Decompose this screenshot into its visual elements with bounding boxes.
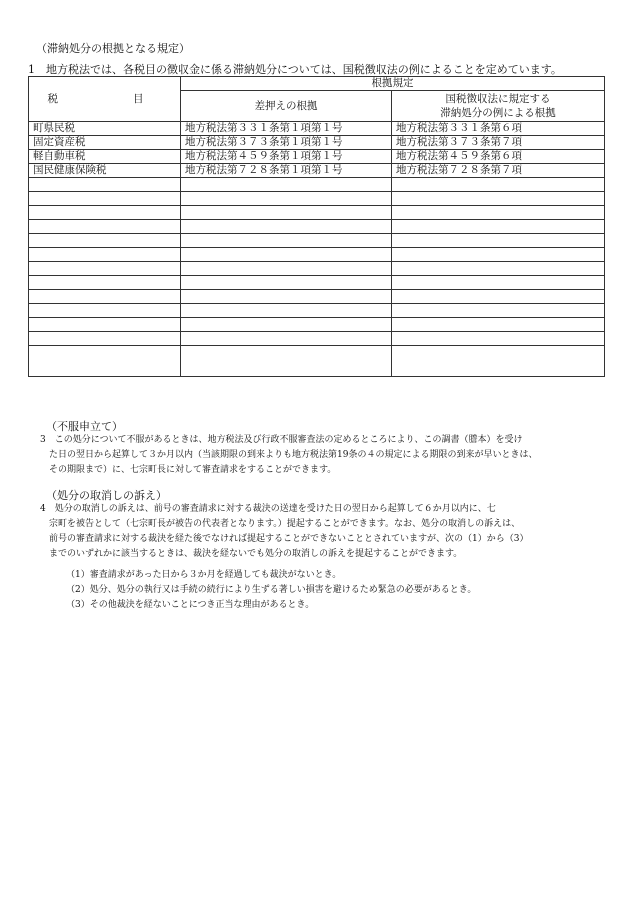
- empty-row: [29, 318, 605, 332]
- revocation-items: [66, 568, 476, 613]
- revocation-line: 4 処分の取消しの訴えは、前号の審査請求に対する裁決の送達を受けた日の翌日から起算して６か月以内に、七: [40, 504, 496, 514]
- objection-text: [40, 433, 537, 478]
- cell-seizure: 地方税法第３７３条第１項第１号: [181, 136, 392, 150]
- header-seizure-basis: 差押えの根拠: [181, 91, 392, 122]
- list-item: （1）審査請求があった日から３か月を経過しても裁決がないとき。: [66, 570, 342, 580]
- empty-row: [29, 346, 605, 377]
- cell-seizure: 地方税法第４５９条第１項第１号: [181, 150, 392, 164]
- header-national-line2: 滞納処分の例による根拠: [440, 107, 556, 119]
- objection-line: その期限まで）に、七宗町長に対して審査請求をすることができます。: [49, 465, 337, 475]
- revocation-text: [40, 502, 528, 562]
- revocation-title: （処分の取消しの訴え）: [46, 489, 167, 502]
- empty-row: [29, 332, 605, 346]
- objection-title: （不服申立て）: [46, 420, 123, 433]
- empty-row: [29, 234, 605, 248]
- empty-row: [29, 304, 605, 318]
- empty-row: [29, 290, 605, 304]
- cell-national: 地方税法第４５９条第６項: [392, 150, 605, 164]
- cell-national: 地方税法第７２８条第７項: [392, 164, 605, 178]
- empty-row: [29, 276, 605, 290]
- table-row: [29, 164, 605, 178]
- cell-seizure: 地方税法第３３１条第１項第１号: [181, 122, 392, 136]
- empty-row: [29, 248, 605, 262]
- list-item: （3）その他裁決を経ないことにつき正当な理由があるとき。: [66, 600, 315, 610]
- table-row: [29, 136, 605, 150]
- cell-national: 地方税法第３７３条第７項: [392, 136, 605, 150]
- cell-national: 地方税法第３３１条第６項: [392, 122, 605, 136]
- header-basis-group: 根拠規定: [181, 77, 605, 91]
- header-tax-item: 税 目: [29, 77, 181, 122]
- objection-line: た日の翌日から起算して３か月以内（当該期限の到来よりも地方税法第19条の４の規定による期限の到来が早いときは、: [49, 450, 538, 460]
- cell-tax: 固定資産税: [29, 136, 181, 150]
- empty-row: [29, 178, 605, 192]
- list-item: （2）処分、処分の執行又は手続の続行により生ずる著しい損害を避けるため緊急の必要があるとき。: [66, 585, 477, 595]
- paragraph-1: 1 地方税法では、各税目の徴収金に係る滞納処分については、国税徴収法の例によることを定めています。: [28, 63, 562, 76]
- basis-table: [28, 76, 605, 377]
- empty-row: [29, 262, 605, 276]
- section-heading-basis: （滞納処分の根拠となる規定）: [36, 42, 190, 55]
- table-row: [29, 122, 605, 136]
- empty-row: [29, 192, 605, 206]
- revocation-line: 宗町を被告として（七宗町長が被告の代表者となります。）提起することができます。なお、処分の取消しの訴えは、: [49, 519, 521, 529]
- cell-tax: 町県民税: [29, 122, 181, 136]
- cell-tax: 国民健康保険税: [29, 164, 181, 178]
- empty-row: [29, 206, 605, 220]
- empty-row: [29, 220, 605, 234]
- cell-seizure: 地方税法第７２８条第１項第１号: [181, 164, 392, 178]
- cell-tax: 軽自動車税: [29, 150, 181, 164]
- header-national-tax-basis: [392, 91, 605, 122]
- table-row: [29, 150, 605, 164]
- header-national-line1: 国税徴収法に規定する: [445, 93, 551, 105]
- objection-line: 3 この処分について不服があるときは、地方税法及び行政不服審査法の定めるところにより、この調書（謄本）を受け: [40, 435, 523, 445]
- revocation-line: までのいずれかに該当するときは、裁決を経ないでも処分の取消しの訴えを提起することができます。: [49, 549, 463, 559]
- revocation-line: 前号の審査請求に対する裁決を経た後でなければ提起することができないこととされていますが、次の（1）から（3）: [49, 534, 529, 544]
